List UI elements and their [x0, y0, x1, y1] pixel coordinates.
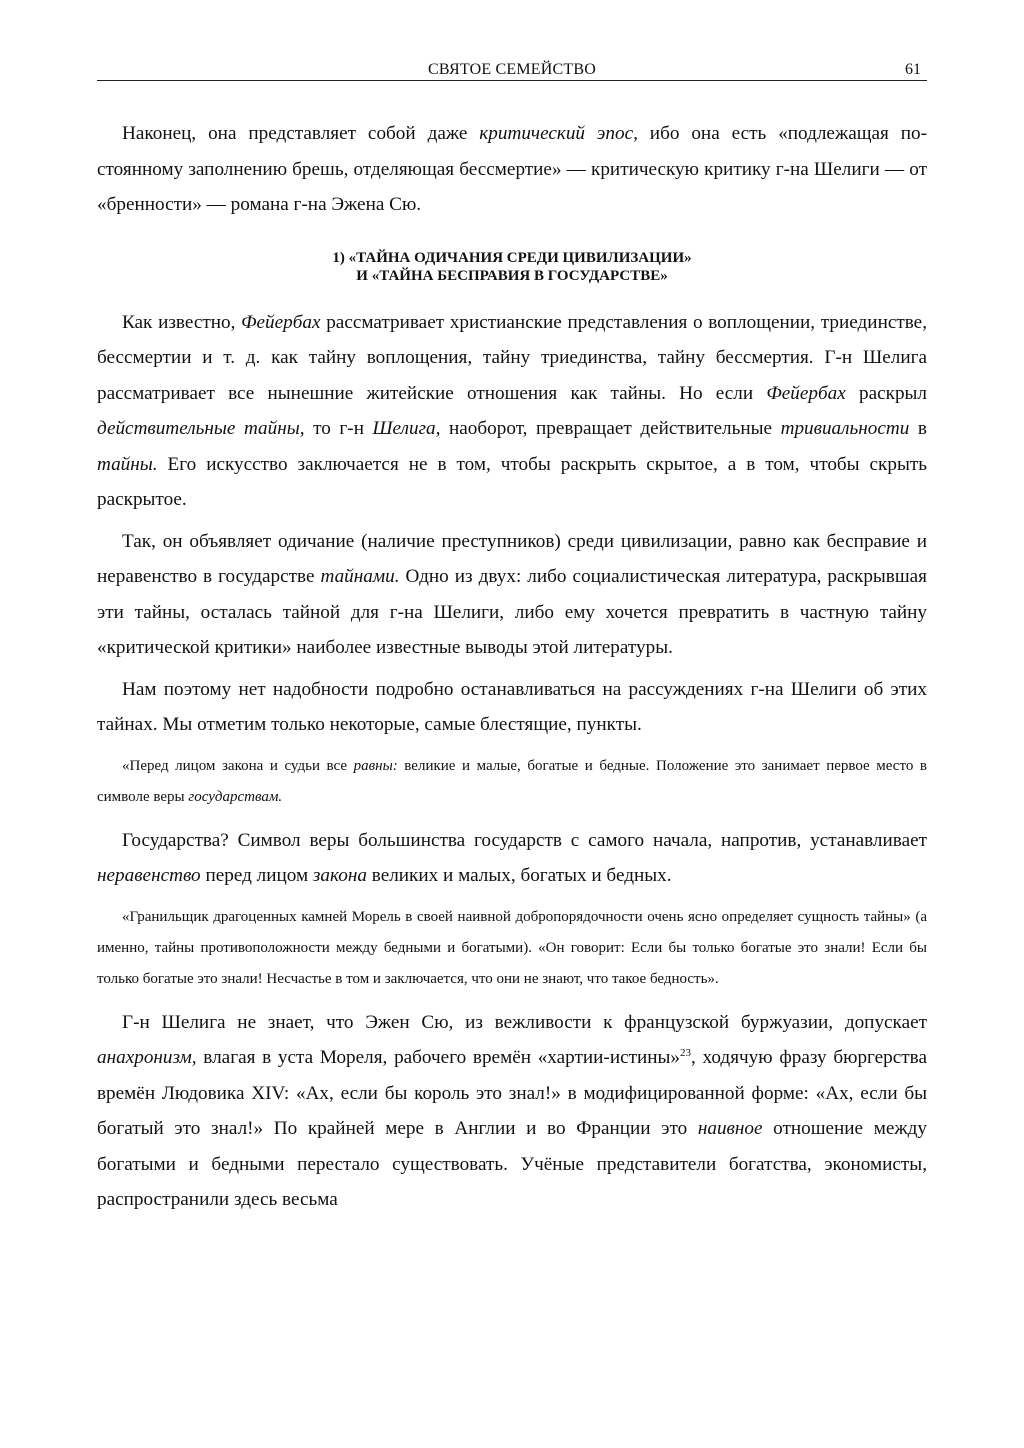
paragraph-1: Наконец, она представляет собой даже критический эпос, ибо она есть «подлежащая постоянному заполнению брешь, отделяющая бессмертие» — критическую критику г-на Шелиги — от «бренности» — романа г-на Эжена Сю. — [97, 123, 927, 215]
section-heading-line-2: И «ТАЙНА БЕСПРАВИЯ В ГОСУДАРСТВЕ» — [356, 267, 668, 284]
running-header — [97, 60, 927, 81]
quote-1: «Перед лицом закона и судьи все равны: великие и малые, богатые и бедные. Положение это занимает первое место в символе веры государствам. — [97, 757, 927, 805]
paragraph-3: Так, он объявляет одичание (наличие преступников) среди цивилизации, равно как бесправие и неравенство в государстве тайнами. Одно из двух: либо социалистическая литература, раскрывшая эти тайны, осталась тайной для г-на Шелиги, либо ему хочется превратить в частную тайну «критической критики» наиболее известные выводы этой литературы. — [97, 530, 927, 658]
paragraph-6: Г-н Шелига не знает, что Эжен Сю, из вежливости к французской буржуазии, допускает анахронизм, влагая в уста Мореля, рабочего времён «хартии-истины»$^{23}$, ходячую фразу бюргерства времён Людовика XIV: «Ах, если бы король это знал!» в модифицированной форме: «Ах, если бы богатый это знал!» По крайней мере в Англии и во Франции это наивное отношение между богатыми и бедными перестало существовать. Учёные представители богатства, экономисты, распространили здесь весьма — [97, 1011, 927, 1210]
paragraph-4: Нам поэтому нет надобности подробно останавливаться на рассуждениях г-на Шелиги об этих тайнах. Мы отметим только некоторые, самые блестящие, пункты. — [97, 678, 927, 735]
footnote-ref-23[interactable]: 23 — [680, 1047, 692, 1059]
running-header-title: СВЯТОЕ СЕМЕЙСТВО — [428, 61, 596, 78]
body-text — [97, 116, 927, 1218]
paragraph-2: Как известно, Фейербах рассматривает христианские представления о воплощении, триединстве, бессмертии и т. д. как тайну воплощения, тайну триединства, тайну бессмертия. Г-н Шелига рассматривает все нынешние житейские отношения как тайны. Но если Фейербах раскрыл действительные тайны, то г-н Шелига, наоборот, превращает действительные тривиальности в тайны. Его искусство заключается не в том, чтобы раскрыть скрытое, а в том, чтобы скрыть раскрытое. — [97, 311, 927, 510]
page-number: 61 — [905, 61, 921, 78]
section-heading — [97, 249, 927, 285]
section-heading-line-1: 1) «ТАЙНА ОДИЧАНИЯ СРЕДИ ЦИВИЛИЗАЦИИ» — [332, 249, 692, 266]
quote-2: «Гранильщик драгоценных камней Морель в своей наивной добропорядочности очень ясно определяет сущность тайны» (а именно, тайны противоположности между бедными и богатыми). «Он говорит: Если бы только богатые это знали! Если бы только богатые это знали! Несчастье в том и заключается, что они не знают, что такое бедность». — [97, 908, 927, 987]
paragraph-5: Государства? Символ веры большинства государств с самого начала, напротив, устанавливает неравенство перед лицом закона великих и малых, богатых и бедных. — [97, 829, 927, 886]
